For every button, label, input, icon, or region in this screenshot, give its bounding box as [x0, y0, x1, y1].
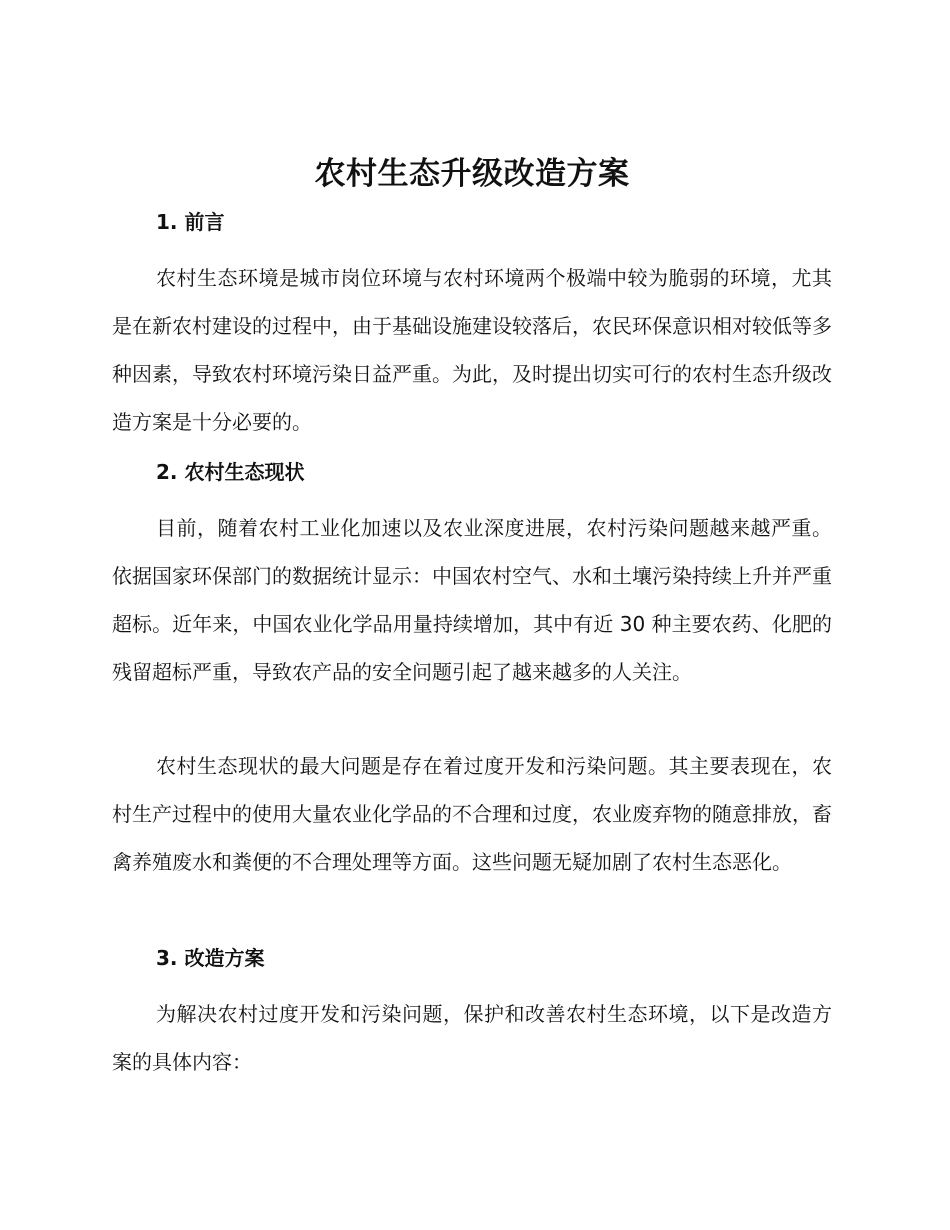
section-heading-current-status: 2. 农村生态现状 [156, 460, 305, 484]
paragraph-current-status-1: 目前，随着农村工业化加速以及农业深度进展，农村污染问题越来越严重。依据国家环保部门的数据统计显示：中国农村空气、水和土壤污染持续上升并严重超标。近年来，中国农业化学品用量持续增加，其中有近 30 种主要农药、化肥的残留超标严重，导致农产品的安全问题引起了越来越多的人关注。 [112, 516, 832, 684]
section-heading-plan: 3. 改造方案 [156, 946, 265, 970]
document-title: 农村生态升级改造方案 [314, 156, 630, 192]
paragraph-preface: 农村生态环境是城市岗位环境与农村环境两个极端中较为脆弱的环境，尤其是在新农村建设的过程中，由于基础设施建设较落后，农民环保意识相对较低等多种因素，导致农村环境污染日益严重。为此，及时提出切实可行的农村生态升级改造方案是十分必要的。 [112, 266, 832, 434]
section-heading-preface: 1. 前言 [156, 210, 225, 234]
paragraph-current-status-2: 农村生态现状的最大问题是存在着过度开发和污染问题。其主要表现在，农村生产过程中的使用大量农业化学品的不合理和过度，农业废弃物的随意排放，畜禽养殖废水和粪便的不合理处理等方面。这些问题无疑加剧了农村生态恶化。 [112, 754, 832, 874]
paragraph-plan-intro: 为解决农村过度开发和污染问题，保护和改善农村生态环境，以下是改造方案的具体内容： [112, 1002, 832, 1074]
